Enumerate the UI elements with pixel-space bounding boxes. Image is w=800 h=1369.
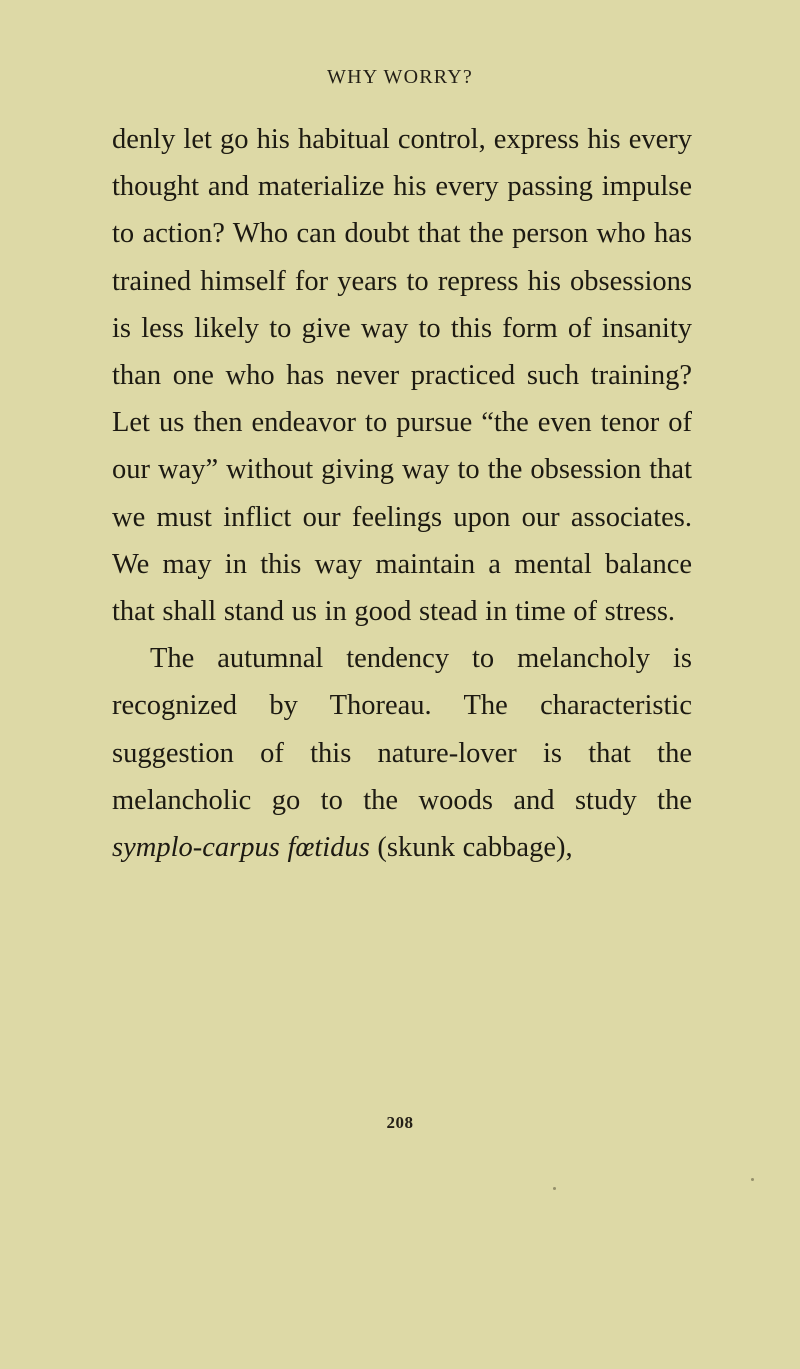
- paragraph-2-italic-species-name: symplo-carpus fœtidus: [112, 832, 370, 864]
- body-text-block: [112, 116, 692, 871]
- running-head: WHY WORRY?: [327, 66, 473, 88]
- paper-speck-left: [553, 1187, 556, 1190]
- paragraph-2-text-before-italic: The autumnal tendency to melancholy is recognized by Thoreau. The characteristic suggestion of this nature-lover is that the melancholic go to the woods and study the: [112, 643, 692, 816]
- paragraph-2: [112, 635, 692, 871]
- page-number: 208: [386, 1113, 414, 1132]
- paper-speck-right: [751, 1178, 754, 1181]
- paragraph-1: denly let go his habitual control, express his every thought and materialize his every passing impulse to action? Who can doubt that the person who has trained himself for years to repress his obsessions is less likely to give way to this form of insanity than one who has never practiced such training? Let us then endeavor to pursue “the even tenor of our way” without giving way to the obsession that we must inflict our feelings upon our associates. We may in this way maintain a mental balance that shall stand us in good stead in time of stress.: [112, 124, 692, 628]
- paragraph-2-text-after-italic: (skunk cabbage),: [369, 832, 573, 864]
